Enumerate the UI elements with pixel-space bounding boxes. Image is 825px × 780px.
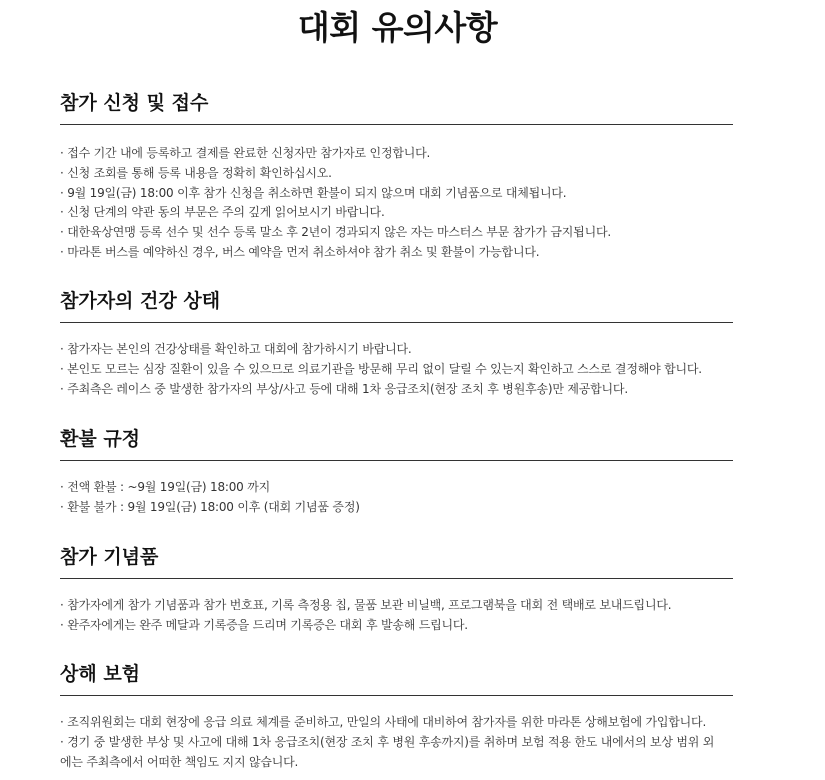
list-item: · 9월 19일(금) 18:00 이후 참가 신청을 취소하면 환불이 되지 않으며 대회 기념품으로 대체됩니다. xyxy=(60,184,733,204)
section-health xyxy=(60,288,733,399)
section-refund xyxy=(60,426,733,518)
section-list xyxy=(60,478,733,518)
list-item: · 환불 불가 : 9월 19일(금) 18:00 이후 (대회 기념품 증정) xyxy=(60,498,733,518)
section-list xyxy=(60,144,733,263)
list-item: · 접수 기간 내에 등록하고 결제를 완료한 신청자만 참가자로 인정합니다. xyxy=(60,144,733,164)
list-item: · 참가자에게 참가 기념품과 참가 번호표, 기록 측정용 칩, 물품 보관 비닐백, 프로그램북을 대회 전 택배로 보내드립니다. xyxy=(60,596,733,616)
section-souvenir xyxy=(60,544,733,636)
list-item: · 신청 조회를 통해 등록 내용을 정확히 확인하십시오. xyxy=(60,164,733,184)
list-item: · 완주자에게는 완주 메달과 기록증을 드리며 기록증은 대회 후 발송해 드립니다. xyxy=(60,616,733,636)
section-heading: 상해 보험 xyxy=(60,661,733,696)
section-heading: 참가자의 건강 상태 xyxy=(60,288,733,323)
list-item: · 대한육상연맹 등록 선수 및 선수 등록 말소 후 2년이 경과되지 않은 자는 마스터스 부문 참가가 금지됩니다. xyxy=(60,223,733,243)
page-title: 대회 유의사항 xyxy=(297,8,498,47)
list-item: · 신청 단계의 약관 동의 부문은 주의 깊게 읽어보시기 바랍니다. xyxy=(60,203,733,223)
section-list xyxy=(60,340,733,399)
list-item: · 경기 중 발생한 부상 및 사고에 대해 1차 응급조치(현장 조치 후 병원 후송까지)를 취하며 보험 적용 한도 내에서의 보상 범위 외에는 주최측에서 어떠한 책임도 지지 않습니다. xyxy=(60,733,733,773)
section-heading: 참가 기념품 xyxy=(60,544,733,579)
section-heading: 환불 규정 xyxy=(60,426,733,461)
list-item: · 마라톤 버스를 예약하신 경우, 버스 예약을 먼저 취소하셔야 참가 취소 및 환불이 가능합니다. xyxy=(60,243,733,263)
list-item: · 조직위원회는 대회 현장에 응급 의료 체계를 준비하고, 만일의 사태에 대비하여 참가자를 위한 마라톤 상해보험에 가입합니다. xyxy=(60,713,733,733)
list-item: · 본인도 모르는 심장 질환이 있을 수 있으므로 의료기관을 방문해 무리 없이 달릴 수 있는지 확인하고 스스로 결정해야 합니다. xyxy=(60,360,733,380)
section-registration xyxy=(60,90,733,263)
list-item: · 주최측은 레이스 중 발생한 참가자의 부상/사고 등에 대해 1차 응급조치(현장 조치 후 병원후송)만 제공합니다. xyxy=(60,380,733,400)
section-insurance xyxy=(60,661,733,772)
section-list xyxy=(60,596,733,636)
list-item: · 참가자는 본인의 건강상태를 확인하고 대회에 참가하시기 바랍니다. xyxy=(60,340,733,360)
section-heading: 참가 신청 및 접수 xyxy=(60,90,733,125)
section-list xyxy=(60,713,733,772)
list-item: · 전액 환불 : ~9월 19일(금) 18:00 까지 xyxy=(60,478,733,498)
